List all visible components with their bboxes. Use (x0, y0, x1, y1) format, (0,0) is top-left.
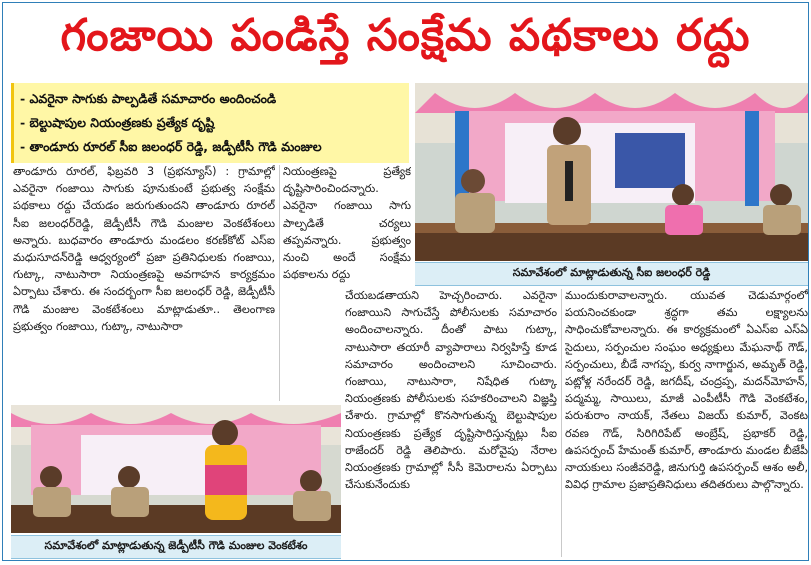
column-divider-2 (561, 289, 562, 557)
photo-scene-2 (11, 405, 341, 533)
summary-box (11, 83, 409, 163)
article-column-1 (13, 163, 275, 403)
summary-bullet-1: - ఎవరైనా సాగుకు పాల్పడితే సమాచారం అందించండి (20, 91, 277, 106)
summary-bullet-3: - తాండూరు రూరల్ సీఐ జలంధర్ రెడ్డి, జడ్పీటీసీ గౌడి మంజుల (20, 139, 322, 154)
photo-zptc-speaking (11, 405, 341, 533)
column-2-top-text: నియంత్రణపై ప్రత్యేక దృష్టిసారించిందన్నారు. ఎవరైనా గంజాయి సాగు పాల్పడితే చర్యలు తప్పవన్నారు. ప్రభుత్వం నుంచి అందే సంక్షేమ పథకాలను రద్దు (283, 165, 411, 282)
article-column-3 (565, 287, 808, 559)
column-2-text: చేయబడతాయని హెచ్చరించారు. ఎవరైనా గంజాయిని సాగుచేస్తే పోలీసులకు సమాచారం అందించాలన్నారు. దీంతో పాటు గుట్కా, నాటుసారా తయారీ వ్యాపారాలు నిర్వహిస్తే కూడ సమాచారం అందించాలని సూచించారు. గంజాయి, నాటుసారా, నిషేధిత గుట్కా నియంత్రణకు పోలీసులకు సహకరించాలని విజ్ఞప్తి చేశారు. గ్రామాల్లో కొనసాగుతున్న బెల్టుషాపుల నియంత్రణకు ప్రత్యేక దృష్టిసారిస్తున్నట్లు సీఐ రాజేందర్ రెడ్డి తెలిపారు. మరోవైపు నేరాల నియంత్రణకు గ్రామాల్లో సీసీ కెమెరాలను ఏర్పాటు చేసుకునేందుకు (345, 289, 557, 492)
photo-ci-speaking (415, 83, 808, 261)
column-divider-1 (279, 165, 280, 401)
summary-bullet-2: - బెల్టుషాపుల నియంత్రణకు ప్రత్యేక దృష్టి (20, 115, 215, 130)
column-1-text: తాండూరు రూరల్, ఫిబ్రవరి 3 (ప్రభన్యూస్) : గ్రామాల్లో ఎవరైనా గంజాయి సాగుకు పూనుకుంటే ప్రభుత్వ సంక్షేమ పథకాలు రద్దు చేయడం జరుగుతుందని తాండూరు రూరల్ సీఐ జలంధర్‌రెడ్డి, జెడ్పీటీసీ గౌడి మంజుల వెంకటేశంలు అన్నారు. బుధవారం తాండూరు మండలం కరణ్‌కోట్ ఎస్ఐ మధుసూదన్‌రెడ్డి ఆధ్వర్యంలో ప్రజా ప్రతినిధులకు గంజాయి, గుట్కా, నాటుసారా నియంత్రణపై అవగాహన కార్యక్రమం ఏర్పాటు చేశారు. ఈ సందర్బంగా సీఐ జలంధర్ రెడ్డి, జెడ్పీటీసీ గౌడి మంజుల వెంకటేశంలు మాట్లాడుతూ.. తెలంగాణ ప్రభుత్వం గంజాయి, గుట్కా, నాటుసారా (13, 165, 275, 333)
photo-caption-1: సమావేశంలో మాట్లాడుతున్న సీఐ జలంధర్ రెడ్డి (415, 262, 808, 286)
photo-scene-1 (415, 83, 808, 261)
article-column-2 (345, 287, 557, 559)
photo-caption-2: సమావేశంలో మాట్లాడుతున్న జెడ్పీటీసీ గౌడి మంజుల వెంకటేశం (11, 535, 341, 559)
article-column-2-top (283, 163, 411, 287)
newspaper-clipping (2, 2, 809, 561)
headline: గంజాయి పండిస్తే సంక్షేమ పథకాలు రద్దు (60, 10, 751, 61)
column-3-text: ముందుకురావాలన్నారు. యువత చెడుమార్గంలో పయనించకుండా శ్రద్ధగా తమ లక్ష్యాలను సాధించుకోవాలన్నారు. ఈ కార్యక్రమంలో ఏఎస్ఐ ఎస్ఏ సైదులు, సర్పంచుల సంఘం అధ్యక్షులు మేఘనాథ్ గౌడ్, సర్పంచులు, బీడే నాగప్ప, కుర్వ నాగార్జున, అమృత్ రెడ్డి, పట్లోళ్ల నరేందర్ రెడ్డి, జగదీష్, చంద్రప్ప, మదన్‌మోహన్, పద్మమ్మ, సాయిలు, మాజీ ఎంపీటీసీ గౌడి వెంకటేశం, పరుశురాం నాయక్, నేతలు విజయ్ కుమార్, వెంకట రవణ గౌడ్, సిరిగిరిపేట్ అంబ్రేష్, ప్రభాకర్ రెడ్డి, ఉపసర్పంచ్ హేమంత్ కుమార్, తాండూరు మండల బీజేపీ నాయకులు సంజీవరెడ్డి, జినుగుర్తి ఉపసర్పంచ్ ఆశం అలీ, వివిధ గ్రామాల ప్రజాప్రతినిధులు తదితరులు పాల్గొన్నారు. (565, 289, 808, 492)
